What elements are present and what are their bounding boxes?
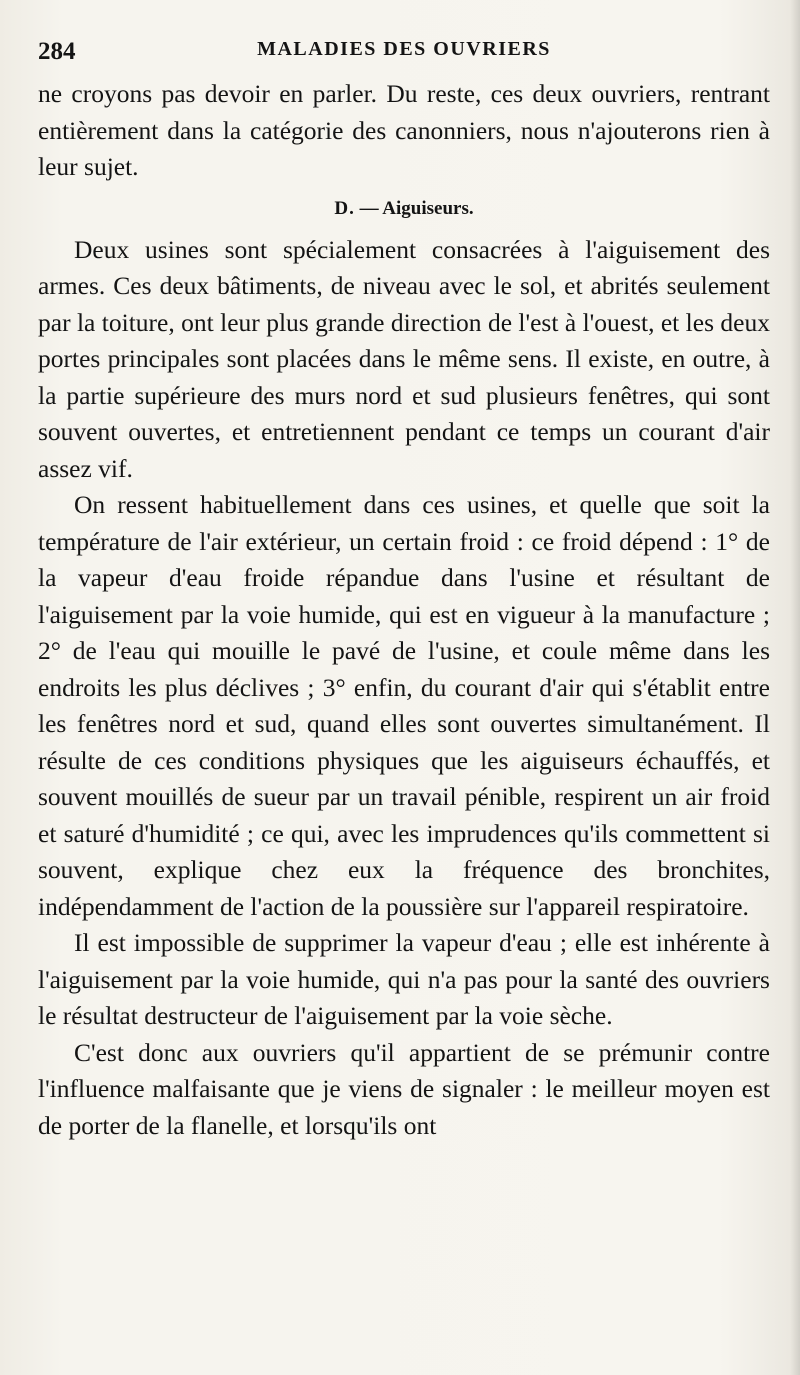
paragraph: On ressent habituellement dans ces usines, et quelle que soit la température de l'air extérieur, un certain froid : ce froid dépend : 1° de la vapeur d'eau froide répandue dans l'usine et résultant de l'aiguisement par la voie humide, qui est en vigueur à la manufacture ; 2° de l'eau qui mouille le pavé de l'usine, et coule même dans les endroits les plus déclives ; 3° enfin, du courant d'air qui s'établit entre les fenêtres nord et sud, quand elles sont ouvertes simultanément. Il résulte de ces conditions physiques que les aiguiseurs échauffés, et souvent mouillés de sueur par un travail pénible, respirent un air froid et saturé d'humidité ; ce qui, avec les imprudences qu'ils commettent si souvent, explique chez eux la fréquence des bronchites, indépendamment de l'action de la poussière sur l'appareil respiratoire. (38, 490, 770, 921)
body-text (38, 76, 770, 1144)
running-head: MALADIES DES OUVRIERS (257, 38, 551, 60)
paragraph: Deux usines sont spécialement consacrées à l'aiguisement des armes. Ces deux bâtiments, de niveau avec le sol, et abrités seulement par la toiture, ont leur plus grande direction de l'est à l'ouest, et les deux portes principales sont placées dans le même sens. Il existe, en outre, à la partie supérieure des murs nord et sud plusieurs fenêtres, qui sont souvent ouvertes, et entretiennent pendant ce temps un courant d'air assez vif. (38, 234, 770, 483)
section-heading (38, 192, 770, 226)
section-title: — Aiguiseurs. (359, 197, 474, 219)
paragraph: Il est impossible de supprimer la vapeur d'eau ; elle est inhérente à l'aiguisement par la voie humide, qui n'a pas pour la santé des ouvriers le résultat destructeur de l'aiguisement par la voie sèche. (38, 928, 770, 1030)
section-letter: D. (334, 197, 355, 219)
page-header (38, 32, 770, 76)
paragraph: C'est donc aux ouvriers qu'il appartient de se prémunir contre l'influence malfaisante que je viens de signaler : le meilleur moyen est de porter de la flanelle, et lorsqu'ils ont (38, 1037, 770, 1140)
page-edge-shadow (790, 0, 800, 1375)
page-number: 284 (38, 38, 76, 65)
paragraph-continued: ne croyons pas devoir en parler. Du reste, ces deux ouvriers, rentrant entièrement dans la catégorie des canonniers, nous n'ajouterons rien à leur sujet. (38, 79, 770, 181)
